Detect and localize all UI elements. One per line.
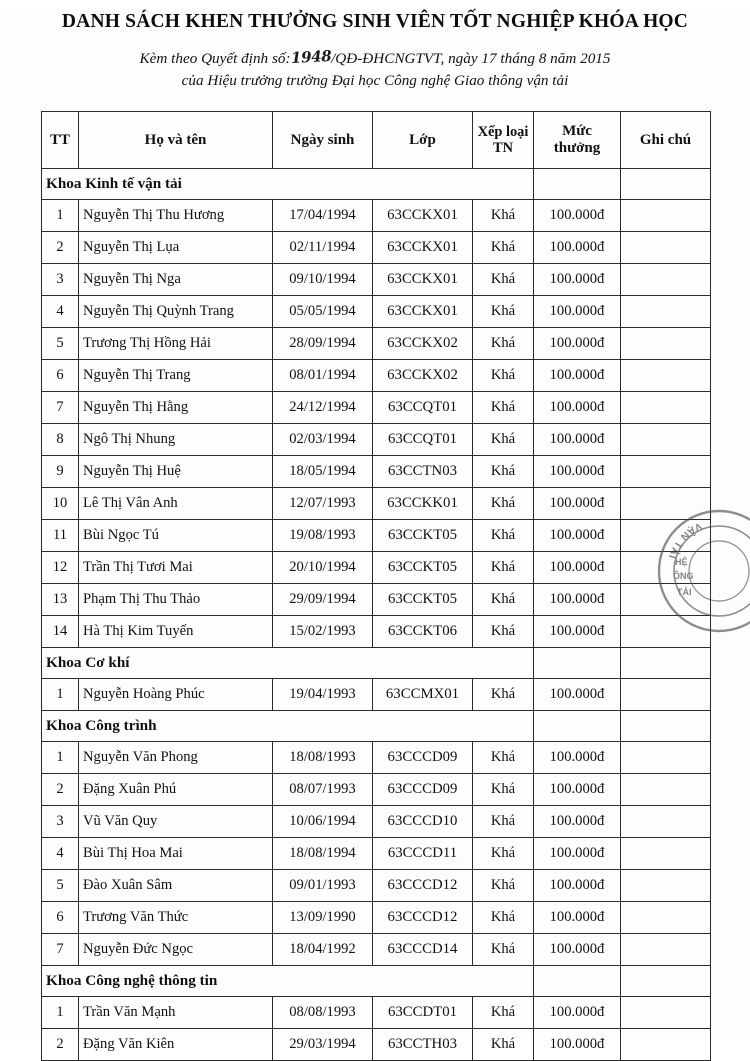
- cell-date-of-birth: 09/10/1994: [273, 264, 373, 296]
- section-empty-award: [534, 648, 621, 679]
- seal-inner-line-1: HỆ: [675, 557, 688, 567]
- cell-student-name: Phạm Thị Thu Thảo: [79, 584, 273, 616]
- cell-class: 63CCKX02: [373, 360, 473, 392]
- cell-award-amount: 100.000đ: [534, 488, 621, 520]
- cell-note: [621, 616, 711, 648]
- cell-date-of-birth: 19/08/1993: [273, 520, 373, 552]
- cell-award-amount: 100.000đ: [534, 870, 621, 902]
- cell-graduation-grade: Khá: [473, 838, 534, 870]
- table-row: [42, 200, 711, 232]
- table-row: [42, 870, 711, 902]
- section-empty-note: [621, 711, 711, 742]
- cell-note: [621, 232, 711, 264]
- cell-date-of-birth: 18/08/1994: [273, 838, 373, 870]
- cell-class: 63CCCD09: [373, 742, 473, 774]
- cell-class: 63CCCD09: [373, 774, 473, 806]
- cell-award-amount: 100.000đ: [534, 328, 621, 360]
- cell-date-of-birth: 09/01/1993: [273, 870, 373, 902]
- cell-note: [621, 838, 711, 870]
- cell-index: 14: [42, 616, 79, 648]
- cell-graduation-grade: Khá: [473, 456, 534, 488]
- cell-award-amount: 100.000đ: [534, 360, 621, 392]
- table-row: [42, 424, 711, 456]
- cell-student-name: Đào Xuân Sâm: [79, 870, 273, 902]
- cell-note: [621, 424, 711, 456]
- table-row: [42, 552, 711, 584]
- document-page: [0, 10, 750, 1052]
- subtitle-suffix: /QĐ-ĐHCNGTVT, ngày 17 tháng 8 năm 2015: [331, 50, 611, 68]
- seal-outer-text: VẬN TẢI: [665, 519, 704, 561]
- cell-award-amount: 100.000đ: [534, 296, 621, 328]
- cell-graduation-grade: Khá: [473, 806, 534, 838]
- table-row: [42, 1029, 711, 1061]
- cell-date-of-birth: 24/12/1994: [273, 392, 373, 424]
- table-row: [42, 616, 711, 648]
- cell-student-name: Nguyễn Thị Lụa: [79, 232, 273, 264]
- cell-award-amount: 100.000đ: [534, 806, 621, 838]
- column-header-class: Lớp: [373, 112, 473, 169]
- cell-index: 1: [42, 997, 79, 1029]
- cell-award-amount: 100.000đ: [534, 424, 621, 456]
- cell-student-name: Nguyễn Thị Nga: [79, 264, 273, 296]
- cell-graduation-grade: Khá: [473, 870, 534, 902]
- cell-date-of-birth: 29/09/1994: [273, 584, 373, 616]
- cell-note: [621, 934, 711, 966]
- header-row: [42, 112, 711, 169]
- cell-graduation-grade: Khá: [473, 360, 534, 392]
- cell-date-of-birth: 13/09/1990: [273, 902, 373, 934]
- cell-class: 63CCKK01: [373, 488, 473, 520]
- cell-student-name: Trương Văn Thức: [79, 902, 273, 934]
- cell-graduation-grade: Khá: [473, 328, 534, 360]
- cell-graduation-grade: Khá: [473, 264, 534, 296]
- cell-index: 11: [42, 520, 79, 552]
- cell-index: 10: [42, 488, 79, 520]
- cell-class: 63CCCD11: [373, 838, 473, 870]
- cell-student-name: Vũ Văn Quy: [79, 806, 273, 838]
- cell-date-of-birth: 02/11/1994: [273, 232, 373, 264]
- cell-index: 13: [42, 584, 79, 616]
- column-header-tt: TT: [42, 112, 79, 169]
- section-header-row: [42, 648, 711, 679]
- cell-class: 63CCQT01: [373, 424, 473, 456]
- cell-student-name: Trần Thị Tươi Mai: [79, 552, 273, 584]
- cell-student-name: Nguyễn Đức Ngọc: [79, 934, 273, 966]
- table-row: [42, 232, 711, 264]
- cell-index: 2: [42, 1029, 79, 1061]
- cell-index: 1: [42, 200, 79, 232]
- cell-graduation-grade: Khá: [473, 392, 534, 424]
- table-row: [42, 296, 711, 328]
- cell-student-name: Nguyễn Thị Huệ: [79, 456, 273, 488]
- cell-student-name: Đặng Xuân Phú: [79, 774, 273, 806]
- table-row: [42, 742, 711, 774]
- cell-graduation-grade: Khá: [473, 488, 534, 520]
- cell-date-of-birth: 28/09/1994: [273, 328, 373, 360]
- cell-graduation-grade: Khá: [473, 424, 534, 456]
- section-header-row: [42, 966, 711, 997]
- cell-class: 63CCKT05: [373, 584, 473, 616]
- cell-award-amount: 100.000đ: [534, 200, 621, 232]
- cell-class: 63CCMX01: [373, 679, 473, 711]
- section-empty-award: [534, 711, 621, 742]
- cell-graduation-grade: Khá: [473, 552, 534, 584]
- cell-student-name: Nguyễn Thị Trang: [79, 360, 273, 392]
- cell-date-of-birth: 29/03/1994: [273, 1029, 373, 1061]
- section-title: Khoa Công nghệ thông tin: [42, 966, 534, 997]
- cell-date-of-birth: 18/05/1994: [273, 456, 373, 488]
- cell-note: [621, 584, 711, 616]
- cell-award-amount: 100.000đ: [534, 584, 621, 616]
- cell-student-name: Trương Thị Hồng Hải: [79, 328, 273, 360]
- cell-class: 63CCQT01: [373, 392, 473, 424]
- table-header: [42, 112, 711, 169]
- section-header-row: [42, 711, 711, 742]
- section-empty-note: [621, 169, 711, 200]
- cell-note: [621, 296, 711, 328]
- cell-index: 4: [42, 296, 79, 328]
- table-row: [42, 902, 711, 934]
- award-table-container: [41, 111, 710, 1061]
- section-empty-award: [534, 966, 621, 997]
- cell-note: [621, 392, 711, 424]
- cell-index: 6: [42, 902, 79, 934]
- cell-class: 63CCKX01: [373, 232, 473, 264]
- cell-date-of-birth: 18/08/1993: [273, 742, 373, 774]
- cell-graduation-grade: Khá: [473, 902, 534, 934]
- cell-graduation-grade: Khá: [473, 679, 534, 711]
- cell-award-amount: 100.000đ: [534, 232, 621, 264]
- subtitle-prefix: Kèm theo Quyết định số:: [139, 50, 291, 68]
- table-row: [42, 456, 711, 488]
- cell-award-amount: 100.000đ: [534, 774, 621, 806]
- cell-index: 5: [42, 328, 79, 360]
- cell-student-name: Nguyễn Hoàng Phúc: [79, 679, 273, 711]
- table-row: [42, 997, 711, 1029]
- cell-class: 63CCKT05: [373, 552, 473, 584]
- cell-note: [621, 360, 711, 392]
- cell-award-amount: 100.000đ: [534, 934, 621, 966]
- cell-award-amount: 100.000đ: [534, 616, 621, 648]
- section-empty-award: [534, 169, 621, 200]
- cell-index: 9: [42, 456, 79, 488]
- cell-note: [621, 806, 711, 838]
- cell-award-amount: 100.000đ: [534, 742, 621, 774]
- cell-award-amount: 100.000đ: [534, 552, 621, 584]
- cell-date-of-birth: 19/04/1993: [273, 679, 373, 711]
- cell-date-of-birth: 05/05/1994: [273, 296, 373, 328]
- table-row: [42, 520, 711, 552]
- cell-note: [621, 902, 711, 934]
- cell-student-name: Ngô Thị Nhung: [79, 424, 273, 456]
- cell-date-of-birth: 08/07/1993: [273, 774, 373, 806]
- cell-index: 6: [42, 360, 79, 392]
- cell-graduation-grade: Khá: [473, 742, 534, 774]
- page-title: DANH SÁCH KHEN THƯỞNG SINH VIÊN TỐT NGHIỆP KHÓA HỌC: [61, 11, 689, 32]
- cell-class: 63CCTN03: [373, 456, 473, 488]
- cell-student-name: Nguyễn Thị Quỳnh Trang: [79, 296, 273, 328]
- cell-index: 7: [42, 934, 79, 966]
- column-header-dob: Ngày sinh: [273, 112, 373, 169]
- cell-graduation-grade: Khá: [473, 934, 534, 966]
- cell-student-name: Trần Văn Mạnh: [79, 997, 273, 1029]
- table-body: [42, 169, 711, 1061]
- table-row: [42, 328, 711, 360]
- table-row: [42, 584, 711, 616]
- cell-award-amount: 100.000đ: [534, 679, 621, 711]
- document-subtitle: [0, 48, 750, 92]
- cell-note: [621, 997, 711, 1029]
- cell-index: 2: [42, 232, 79, 264]
- cell-note: [621, 742, 711, 774]
- cell-date-of-birth: 17/04/1994: [273, 200, 373, 232]
- cell-award-amount: 100.000đ: [534, 456, 621, 488]
- cell-graduation-grade: Khá: [473, 1029, 534, 1061]
- cell-note: [621, 870, 711, 902]
- table-row: [42, 392, 711, 424]
- subtitle-line-2: của Hiệu trưởng trường Đại học Công nghệ Giao thông vận tải: [181, 72, 569, 90]
- cell-graduation-grade: Khá: [473, 584, 534, 616]
- column-header-grade: Xếp loại TN: [473, 112, 534, 169]
- cell-graduation-grade: Khá: [473, 232, 534, 264]
- subtitle-line-1: [0, 48, 750, 70]
- seal-inner-line-2: ÔNG: [673, 571, 694, 581]
- cell-award-amount: 100.000đ: [534, 392, 621, 424]
- cell-date-of-birth: 20/10/1994: [273, 552, 373, 584]
- cell-award-amount: 100.000đ: [534, 902, 621, 934]
- cell-note: [621, 328, 711, 360]
- cell-note: [621, 264, 711, 296]
- award-table: [41, 111, 711, 1061]
- cell-date-of-birth: 12/07/1993: [273, 488, 373, 520]
- cell-student-name: Nguyễn Thị Thu Hương: [79, 200, 273, 232]
- cell-date-of-birth: 08/01/1994: [273, 360, 373, 392]
- cell-graduation-grade: Khá: [473, 200, 534, 232]
- decision-number: 1948: [289, 47, 332, 68]
- cell-index: 1: [42, 742, 79, 774]
- cell-class: 63CCCD12: [373, 902, 473, 934]
- table-row: [42, 774, 711, 806]
- cell-note: [621, 520, 711, 552]
- cell-date-of-birth: 08/08/1993: [273, 997, 373, 1029]
- table-row: [42, 264, 711, 296]
- cell-class: 63CCDT01: [373, 997, 473, 1029]
- table-row: [42, 934, 711, 966]
- table-row: [42, 679, 711, 711]
- section-header-row: [42, 169, 711, 200]
- column-header-award: Mức thưởng: [534, 112, 621, 169]
- cell-student-name: Nguyễn Văn Phong: [79, 742, 273, 774]
- cell-date-of-birth: 15/02/1993: [273, 616, 373, 648]
- section-empty-note: [621, 966, 711, 997]
- seal-inner-line-3: TẢI: [677, 587, 692, 597]
- cell-class: 63CCKT05: [373, 520, 473, 552]
- cell-note: [621, 488, 711, 520]
- cell-graduation-grade: Khá: [473, 520, 534, 552]
- cell-graduation-grade: Khá: [473, 616, 534, 648]
- cell-index: 8: [42, 424, 79, 456]
- cell-graduation-grade: Khá: [473, 296, 534, 328]
- cell-class: 63CCCD14: [373, 934, 473, 966]
- section-title: Khoa Kinh tế vận tải: [42, 169, 534, 200]
- cell-class: 63CCCD10: [373, 806, 473, 838]
- cell-student-name: Nguyễn Thị Hằng: [79, 392, 273, 424]
- table-row: [42, 488, 711, 520]
- cell-date-of-birth: 10/06/1994: [273, 806, 373, 838]
- cell-class: 63CCKX01: [373, 264, 473, 296]
- cell-index: 5: [42, 870, 79, 902]
- cell-class: 63CCKX02: [373, 328, 473, 360]
- cell-class: 63CCKX01: [373, 296, 473, 328]
- cell-index: 12: [42, 552, 79, 584]
- cell-index: 4: [42, 838, 79, 870]
- cell-student-name: Bùi Thị Hoa Mai: [79, 838, 273, 870]
- cell-award-amount: 100.000đ: [534, 838, 621, 870]
- cell-class: 63CCKX01: [373, 200, 473, 232]
- cell-note: [621, 456, 711, 488]
- cell-index: 2: [42, 774, 79, 806]
- cell-award-amount: 100.000đ: [534, 1029, 621, 1061]
- cell-award-amount: 100.000đ: [534, 264, 621, 296]
- section-title: Khoa Cơ khí: [42, 648, 534, 679]
- section-empty-note: [621, 648, 711, 679]
- column-header-name: Họ và tên: [79, 112, 273, 169]
- cell-index: 1: [42, 679, 79, 711]
- cell-note: [621, 552, 711, 584]
- cell-index: 3: [42, 806, 79, 838]
- cell-award-amount: 100.000đ: [534, 520, 621, 552]
- cell-student-name: Đặng Văn Kiên: [79, 1029, 273, 1061]
- cell-award-amount: 100.000đ: [534, 997, 621, 1029]
- cell-index: 3: [42, 264, 79, 296]
- cell-class: 63CCCD12: [373, 870, 473, 902]
- cell-student-name: Hà Thị Kim Tuyến: [79, 616, 273, 648]
- cell-note: [621, 200, 711, 232]
- column-header-note: Ghi chú: [621, 112, 711, 169]
- cell-class: 63CCKT06: [373, 616, 473, 648]
- cell-student-name: Bùi Ngọc Tú: [79, 520, 273, 552]
- cell-date-of-birth: 18/04/1992: [273, 934, 373, 966]
- cell-note: [621, 679, 711, 711]
- cell-note: [621, 1029, 711, 1061]
- table-row: [42, 360, 711, 392]
- cell-date-of-birth: 02/03/1994: [273, 424, 373, 456]
- cell-note: [621, 774, 711, 806]
- table-row: [42, 838, 711, 870]
- section-title: Khoa Công trình: [42, 711, 534, 742]
- cell-graduation-grade: Khá: [473, 997, 534, 1029]
- table-row: [42, 806, 711, 838]
- cell-graduation-grade: Khá: [473, 774, 534, 806]
- cell-student-name: Lê Thị Vân Anh: [79, 488, 273, 520]
- cell-index: 7: [42, 392, 79, 424]
- cell-class: 63CCTH03: [373, 1029, 473, 1061]
